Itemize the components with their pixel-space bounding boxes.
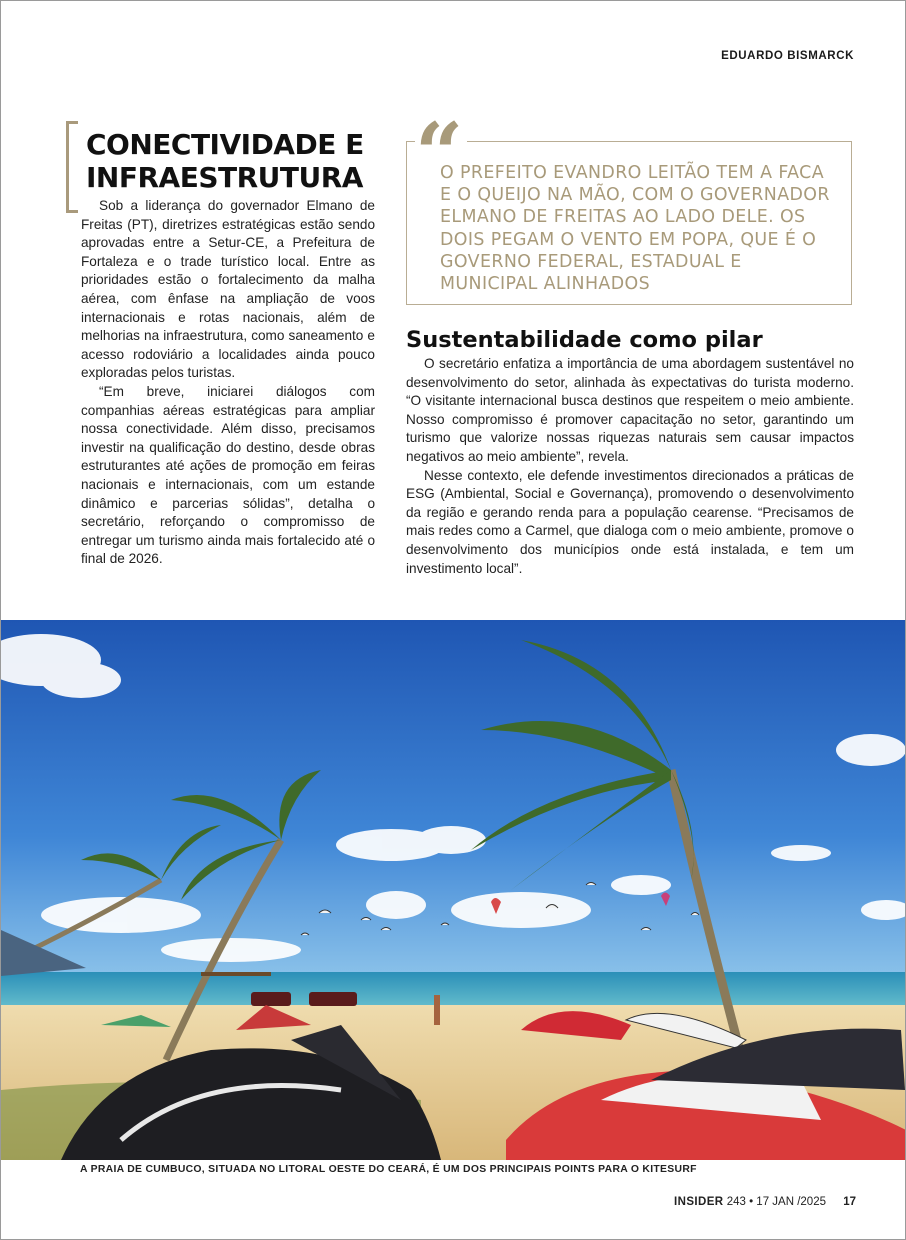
quote-marks-icon: “ (415, 112, 467, 162)
pull-quote-text: O PREFEITO EVANDRO LEITÃO TEM A FACA E O QUEIJO NA MÃO, COM O GOVERNADOR ELMANO DE FREITAS AO LADO DELE. OS DOIS PEGAM O VENTO EM POPA, QUE É O GOVERNO FEDERAL, ESTADUAL E MUNICIPAL ALINHADOS (440, 163, 830, 295)
photo-caption: A PRAIA DE CUMBUCO, SITUADA NO LITORAL OESTE DO CEARÁ, É UM DOS PRINCIPAIS POINTS PARA O KITESURF (80, 1164, 697, 1175)
right-paragraph-2: Nesse contexto, ele defende investimentos direcionados a práticas de ESG (Ambiental, Social e Governança), promovendo o desenvolvimento da região e gerando renda para a população cearense. “Precisamos de mais redes como a Carmel, que dialoga com o meio ambiente, promove o desenvolvimento dos municípios onde está instalada, e tem um investimento local”. (406, 467, 854, 576)
page-footer (674, 1196, 856, 1208)
issue-info: 243 • 17 JAN /2025 (726, 1196, 826, 1208)
left-paragraph-1: Sob a liderança do governador Elmano de Freitas (PT), diretrizes estratégicas estão sendo aprovadas entre a Setur-CE, a Prefeitura de Fortaleza e o trade turístico local. Entre as prioridades estão o fortalecimento da malha aérea, com ênfase na ampliação de voos internacionais e rotas nacionais, além de melhorias na infraestrutura, como saneamento e acesso rodoviário a localidades ainda pouco exploradas pelos turistas. (81, 198, 375, 381)
magazine-name: INSIDER (674, 1196, 724, 1208)
subheading: Sustentabilidade como pilar (406, 327, 763, 353)
page-number: 17 (843, 1196, 856, 1208)
author-byline: EDUARDO BISMARCK (721, 50, 854, 62)
left-column (81, 197, 375, 569)
section-title: CONECTIVIDADE E INFRAESTRUTURA (86, 128, 364, 194)
right-column (406, 355, 854, 578)
left-paragraph-2: “Em breve, iniciarei diálogos com companhias aéreas estratégicas para ampliar nossa conectividade. Além disso, precisamos investir na qualificação do destino, desde obras estruturantes até ações de promoção em feiras nacionais e internacionais, com um estande dinâmico e parcerias sólidas”, detalha o secretário, reforçando o compromisso de entregar um turismo ainda mais fortalecido até o final de 2026. (81, 383, 375, 567)
right-paragraph-1: O secretário enfatiza a importância de uma abordagem sustentável no desenvolvimento do setor, alinhada às expectativas do turista moderno. “O visitante internacional busca destinos que respeitem o meio ambiente. Nosso compromisso é promover capacitação no setor, garantindo um turismo que valorize nossas riquezas naturais sem causar impactos negativos ao meio ambiente”, revela. (406, 356, 854, 464)
title-bracket-ornament (66, 121, 78, 213)
beach-photo (1, 620, 905, 1160)
